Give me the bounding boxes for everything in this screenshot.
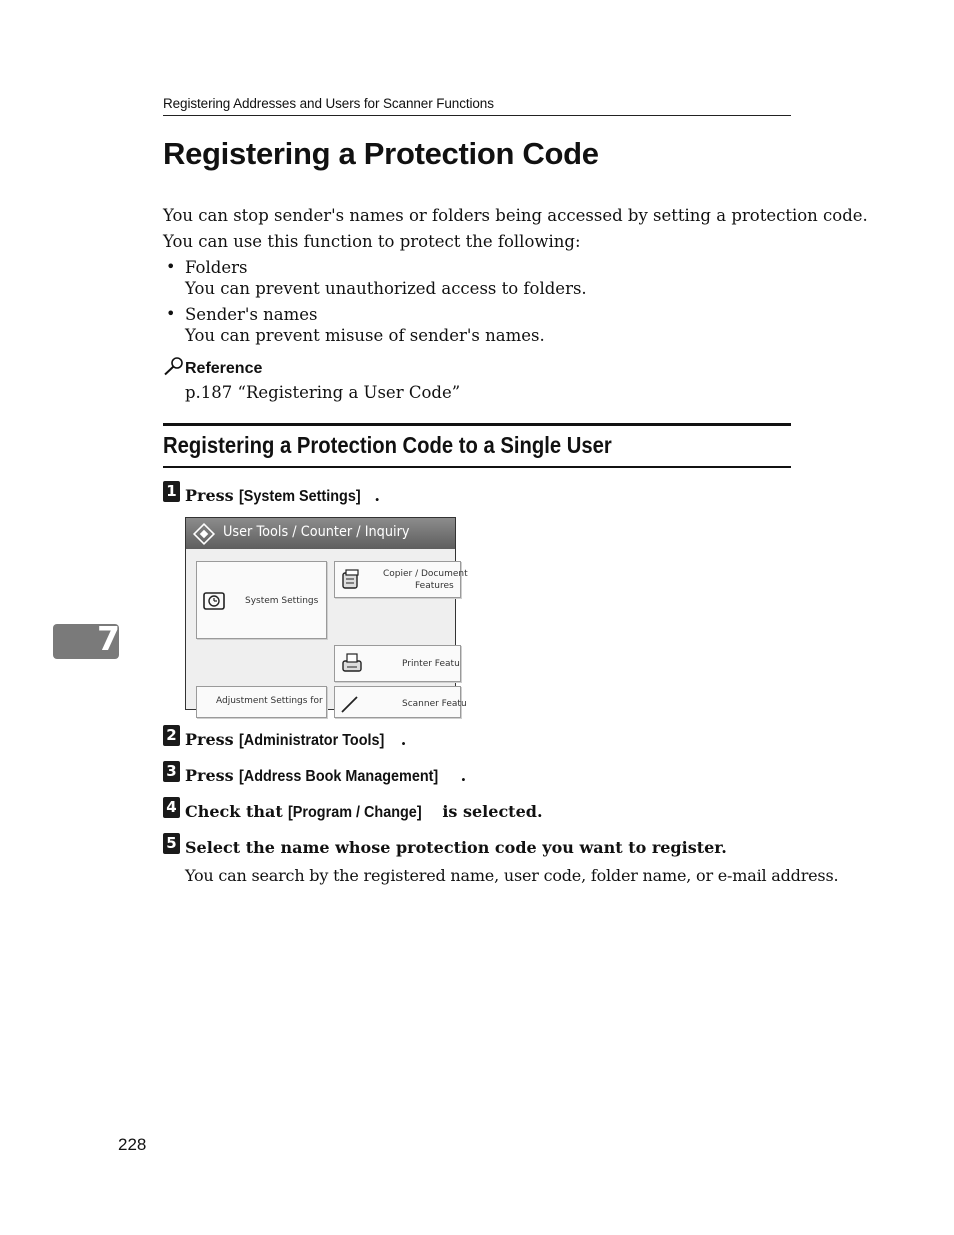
reference-label: Reference [185,360,263,377]
step-number-2: 2 [163,725,180,746]
step-4-pre: Check that [185,802,289,821]
step-number-4: 4 [163,797,180,818]
adjustment-label: Adjustment Settings for [216,696,323,706]
scanner-label: Scanner Featu [402,699,467,709]
header-rule [163,115,791,116]
copier-label-line2: Features [415,581,454,591]
section-rule-top [163,423,791,426]
step-1 [185,486,380,506]
intro-paragraph-2: You can use this function to protect the following: [163,232,581,251]
step-1-post: . [374,486,380,505]
copier-label-line1: Copier / Document [383,569,468,579]
bullet-label-senders: Sender's names [185,305,318,324]
step-2-post: . [400,730,407,749]
section-title: Registering a Protection Code to a Single User [163,432,612,458]
system-settings-icon [202,589,226,611]
system-settings-button[interactable] [196,561,327,639]
bullet-marker: • [166,304,176,323]
screenshot-title-bar [186,518,455,549]
step-4-post: is selected. [436,802,543,821]
intro-paragraph-1: You can stop sender's names or folders being accessed by setting a protection code. [163,206,868,225]
step-2-keyword: [Administrator Tools] [239,732,385,749]
step-3-post: . [460,766,467,785]
step-4 [185,802,543,822]
step-1-keyword: [System Settings] [239,488,361,505]
running-header: Registering Addresses and Users for Scanner Functions [163,96,494,111]
reference-link[interactable]: p.187 “Registering a User Code” [185,383,461,402]
reference-magnifier-icon [163,356,185,376]
copier-icon [340,568,362,590]
step-3-keyword: [Address Book Management] [239,768,439,785]
bullet-desc-folders: You can prevent unauthorized access to folders. [185,279,587,298]
step-5: Select the name whose protection code you want to register. [185,838,727,857]
step-number-1: 1 [163,481,180,502]
step-number-5: 5 [163,833,180,854]
step-3 [185,766,466,786]
bullet-marker: • [166,257,176,276]
user-tools-screenshot [185,517,468,710]
adjustment-settings-button[interactable] [196,686,327,718]
printer-icon [340,652,364,674]
chapter-number: 7 [97,619,120,658]
step-3-pre: Press [185,766,240,785]
system-settings-label: System Settings [245,596,319,606]
step-5-note: You can search by the registered name, user code, folder name, or e-mail address. [185,866,839,885]
printer-features-button[interactable] [334,645,461,682]
step-4-keyword: [Program / Change] [288,804,422,821]
scanner-pen-icon [339,692,361,714]
screenshot-body [186,549,468,709]
page-title: Registering a Protection Code [163,136,599,171]
step-number-3: 3 [163,761,180,782]
bullet-desc-senders: You can prevent misuse of sender's names. [185,326,545,345]
printer-label: Printer Featu [402,659,460,669]
page-number: 228 [118,1135,147,1154]
bullet-label-folders: Folders [185,258,248,277]
user-tools-diamond-icon [194,524,214,544]
scanner-features-button[interactable] [334,686,467,718]
step-2-pre: Press [185,730,240,749]
step-2 [185,730,406,750]
step-1-pre: Press [185,486,240,505]
copier-document-features-button[interactable] [334,561,468,598]
section-rule-bottom [163,466,791,468]
screenshot-title: User Tools / Counter / Inquiry [223,524,410,540]
